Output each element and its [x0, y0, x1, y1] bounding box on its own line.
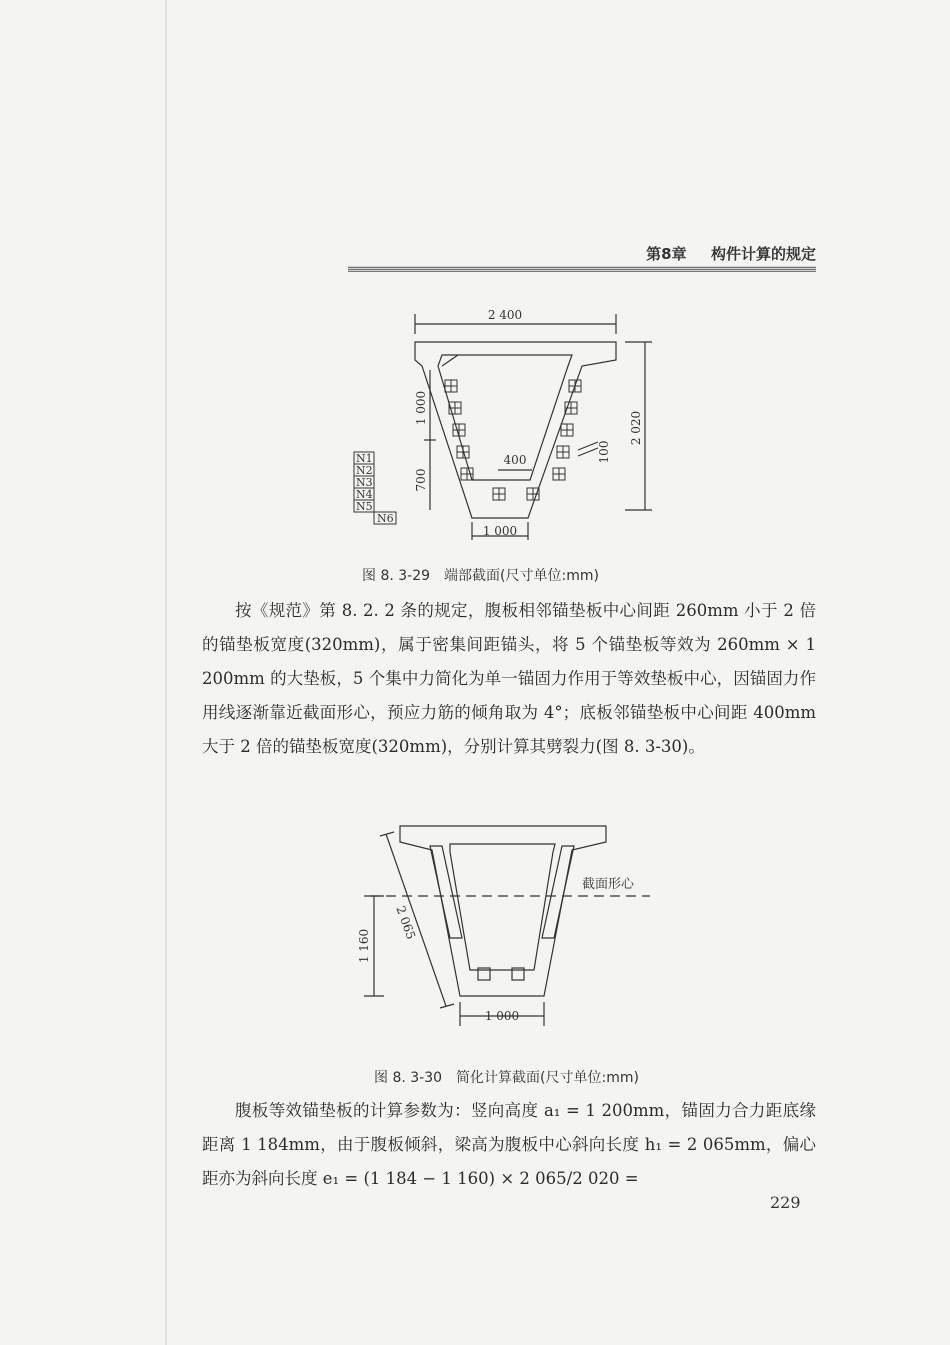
paragraph-text: 按《规范》第 8. 2. 2 条的规定，腹板相邻锚垫板中心间距 260mm 小于 2 倍的锚垫板宽度(320mm)，属于密集间距锚头，将 5 个锚垫板等效为 260mm × 1 200mm 的大垫板，5 个集中力简化为单一锚固力作用于等效垫板中心，因锚固力作用线逐渐靠近截面形心，预应力筋的倾角取为 4°；底板邻锚垫板中心间距 400mm 大于 2 倍的锚垫板宽度(320mm)，分别计算其劈裂力(图 8. 3-30)。: [202, 601, 816, 756]
dim-400: 400: [503, 453, 527, 467]
legend-n6: N6: [377, 512, 394, 525]
figure-simplified-section: [350, 820, 670, 1035]
figure1-caption: 图 8. 3-29 端部截面(尺寸单位:mm): [362, 568, 599, 584]
legend-n1: N1: [356, 452, 373, 465]
body-paragraph-1: [202, 594, 816, 764]
page-number: 229: [770, 1193, 801, 1212]
chapter-number: 第8章: [646, 245, 687, 263]
dim-1000: 1 000: [414, 390, 428, 426]
dim-1160: 1 160: [357, 928, 371, 964]
paragraph-text-2: 腹板等效锚垫板的计算参数为：竖向高度 a₁ = 1 200mm，锚固力合力距底缘距离 1 184mm，由于腹板倾斜，梁高为腹板中心斜向长度 h₁ = 2 065mm，偏心距亦为斜向长度 e₁ = (1 184 − 1 160) × 2 065/2 020 =: [202, 1101, 816, 1188]
centroid-label: 截面形心: [582, 877, 635, 892]
figure-end-section: [340, 300, 670, 545]
dim-100: 100: [597, 440, 611, 464]
figure2-caption: 图 8. 3-30 简化计算截面(尺寸单位:mm): [374, 1070, 639, 1086]
dim-2065: 2 065: [393, 904, 419, 942]
body-paragraph-2: [202, 1094, 816, 1196]
dim-height: 2 020: [629, 410, 643, 446]
running-header: [560, 243, 816, 264]
dim-bottom: 1 000: [482, 524, 518, 538]
legend-n3: N3: [356, 476, 373, 489]
chapter-title: 构件计算的规定: [710, 245, 816, 263]
legend-n2: N2: [356, 464, 373, 477]
dim-700: 700: [414, 468, 428, 492]
legend-n5: N5: [356, 500, 373, 513]
dim-bottom-2: 1 000: [484, 1009, 520, 1023]
dim-top: 2 400: [487, 308, 523, 322]
header-rule: [348, 266, 816, 272]
legend-n4: N4: [356, 488, 373, 501]
